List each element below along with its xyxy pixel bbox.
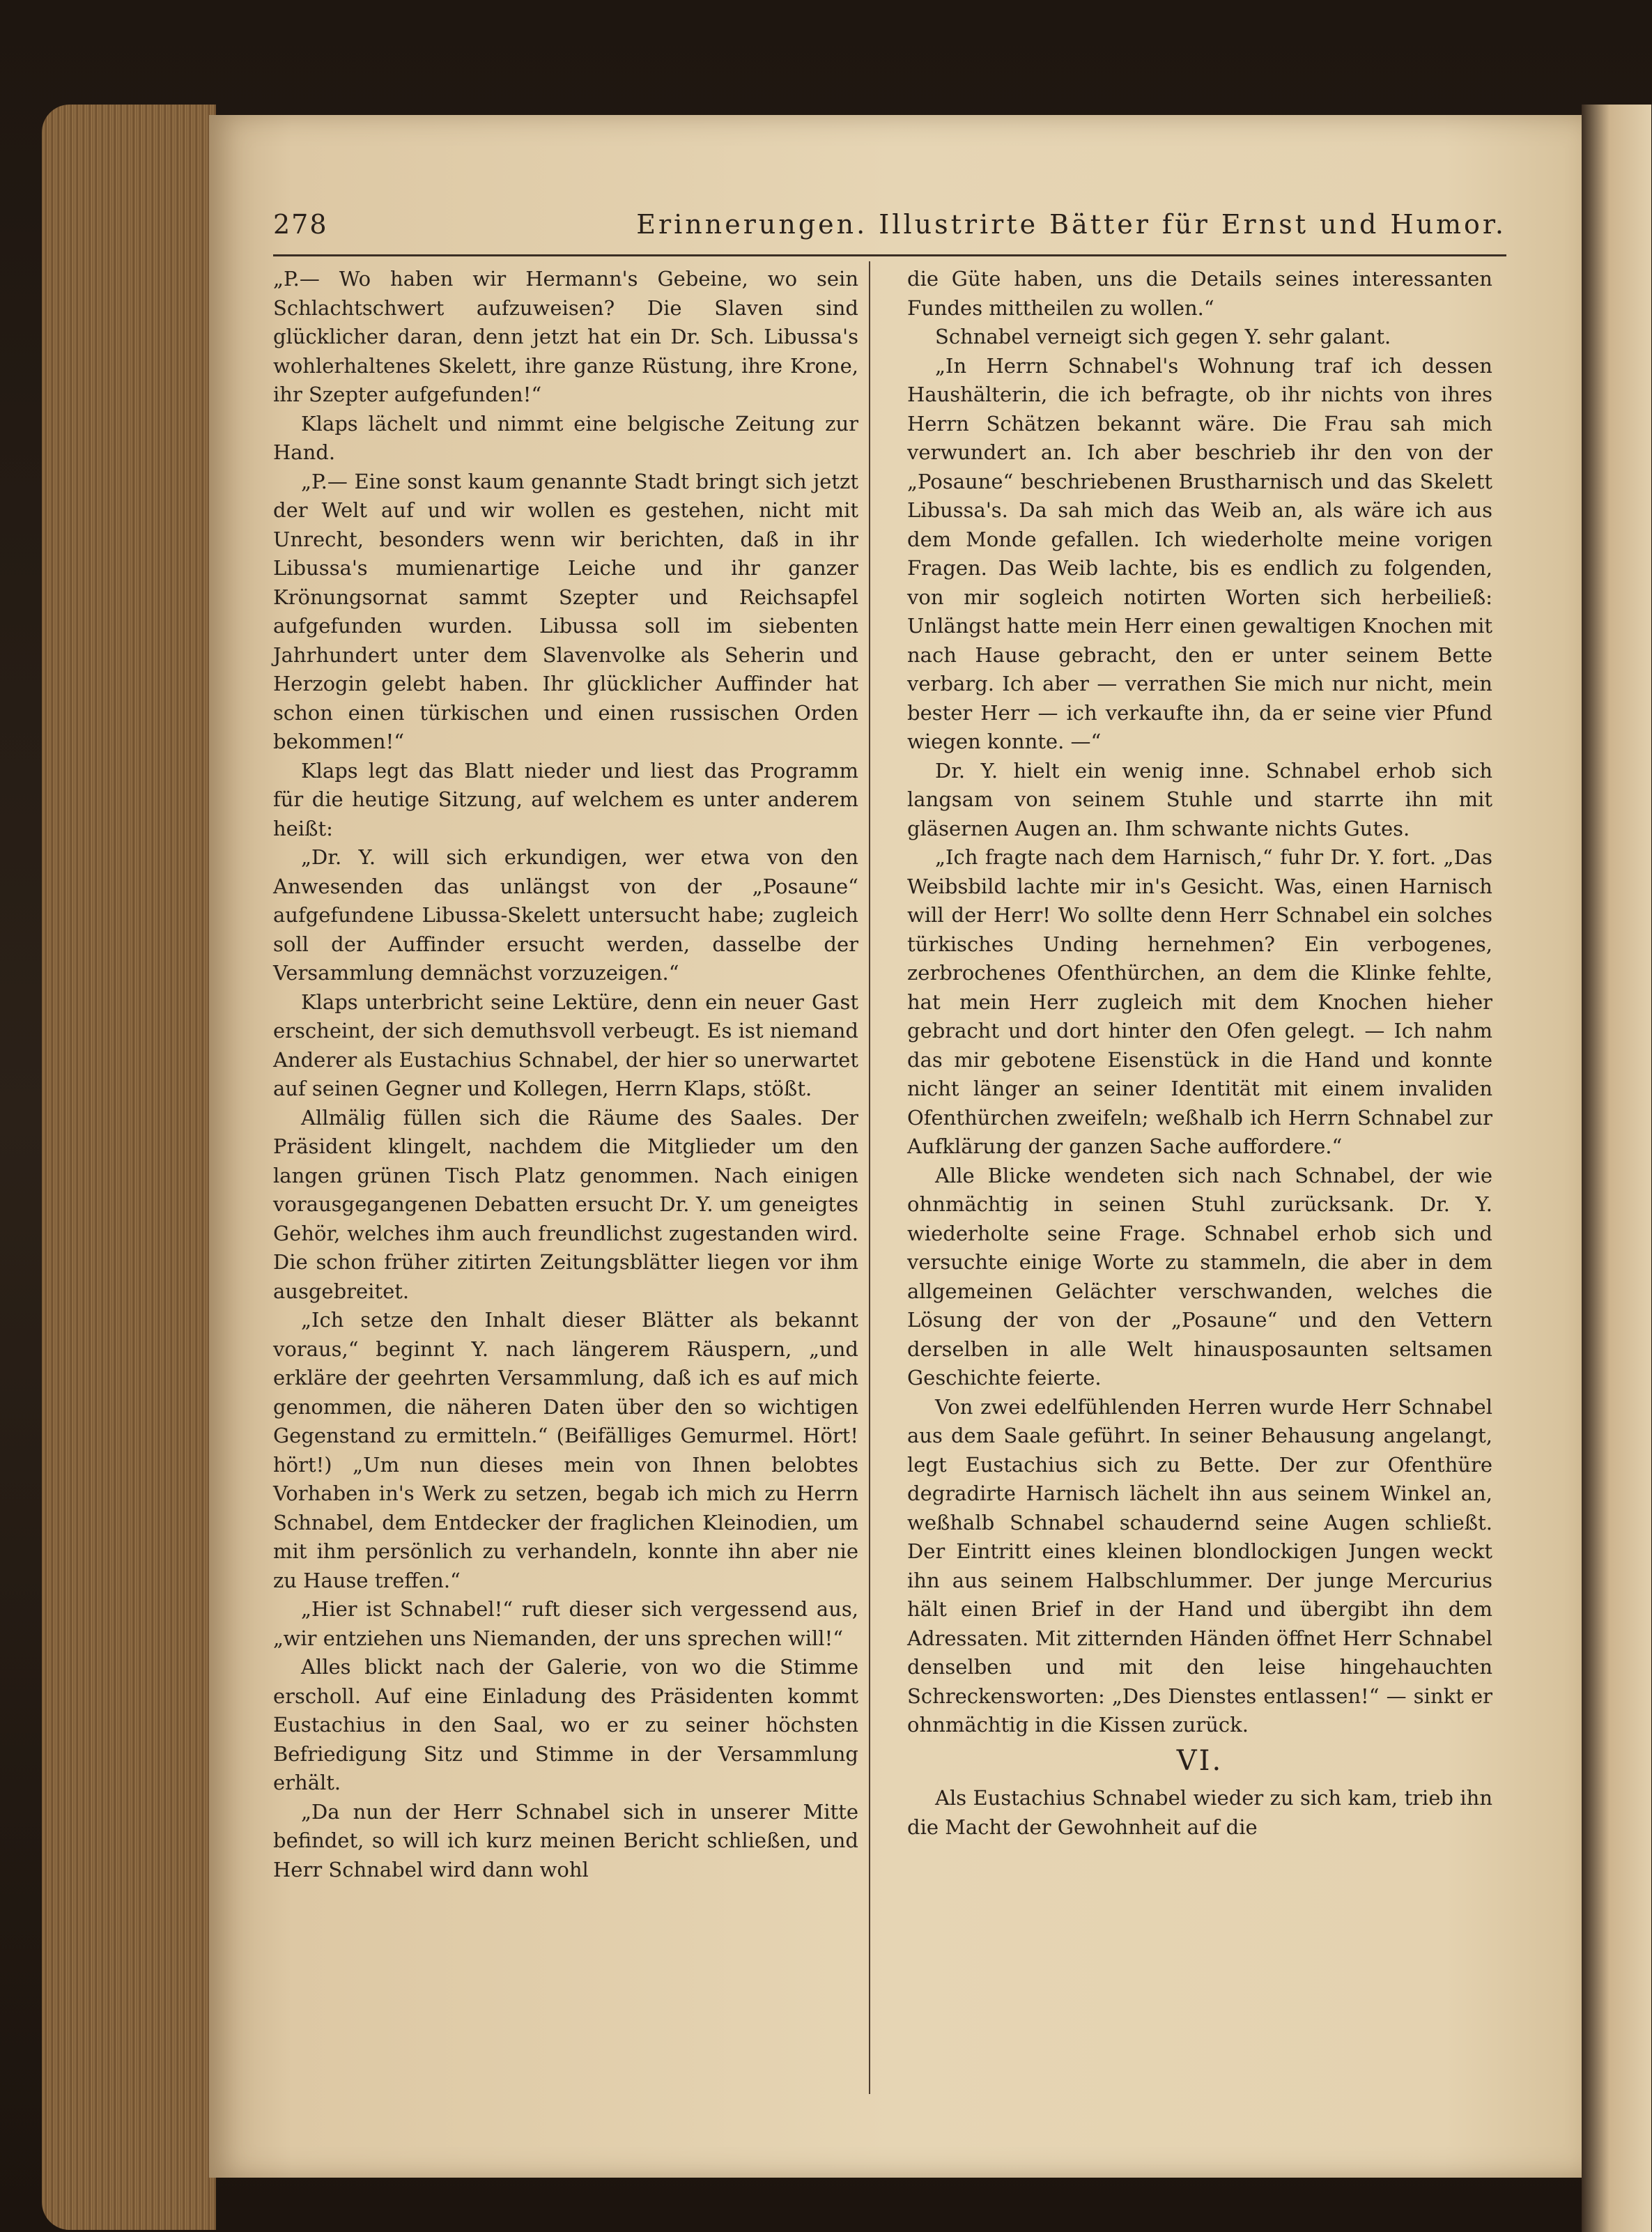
paragraph: Alle Blicke wendeten sich nach Schnabel, der wie ohnmächtig in seinen Stuhl zurücksank. Dr. Y. wiederholte seine Frage. Schnabel erhob sich und versuchte einige Worte zu stammeln, die aber in dem allgemeinen Gelächter verschwanden, welches die Lösung der von der „Posaune“ und den Vettern derselben in alle Welt hinausposaunten seltsamen Geschichte feierte. <box>907 1163 1492 1390</box>
paragraph: Allmälig füllen sich die Räume des Saales. Der Präsident klingelt, nachdem die Mitglieder um den langen grünen Tisch Platz genommen. Nach einigen vorausgegangenen Debatten ersucht Dr. Y. um geneigtes Gehör, welches ihm auch freundlichst zugestanden wird. Die schon früher zitirten Zeitungsblätter liegen vor ihm ausgebreitet. <box>273 1105 858 1303</box>
paragraph: Als Eustachius Schnabel wieder zu sich kam, trieb ihn die Macht der Gewohnheit auf die <box>907 1786 1492 1839</box>
paragraph: Schnabel verneigt sich gegen Y. sehr galant. <box>935 325 1391 348</box>
paragraph: „P.— Wo haben wir Hermann's Gebeine, wo sein Schlachtschwert aufzuweisen? Die Slaven sind glücklicher daran, denn jetzt hat ein Dr. Sch. Libussa's wohlerhaltenes Skelett, ihre ganze Rüstung, ihre Krone, ihr Szepter aufgefunden!“ <box>273 267 858 406</box>
book-page <box>209 115 1582 2178</box>
paragraph: „Hier ist Schnabel!“ ruft dieser sich vergessend aus, „wir entziehen uns Niemanden, der uns sprechen will!“ <box>273 1597 858 1650</box>
page-header <box>273 203 1506 252</box>
paragraph: Dr. Y. hielt ein wenig inne. Schnabel erhob sich langsam von seinem Stuhle und starrte ihn mit gläsernen Augen an. Ihm schwante nichts Gutes. <box>907 758 1492 840</box>
paragraph: „Da nun der Herr Schnabel sich in unserer Mitte befindet, so will ich kurz meinen Bericht schließen, und Herr Schnabel wird dann wohl <box>273 1799 858 1881</box>
paragraph: Klaps legt das Blatt nieder und liest das Programm für die heutige Sitzung, auf welchem es unter anderem heißt: <box>273 758 858 840</box>
section-heading: VI. <box>1176 1744 1223 1777</box>
paragraph: Alles blickt nach der Galerie, von wo die Stimme erscholl. Auf eine Einladung des Präsidenten kommt Eustachius in den Saal, wo er zu seiner höchsten Befriedigung Sitz und Stimme in der Versammlung erhält. <box>273 1655 858 1794</box>
header-rule <box>273 254 1506 256</box>
left-column <box>273 265 858 1884</box>
paragraph: „Ich fragte nach dem Harnisch,“ fuhr Dr. Y. fort. „Das Weibsbild lachte mir in's Gesicht. Was, einen Harnisch will der Herr! Wo sollte denn Herr Schnabel ein solches türkisches Unding hernehmen? Ein verbogenes, zerbrochenes Ofenthürchen, an dem die Klinke fehlte, hat mein Herr zugleich mit dem Knochen hieher gebracht und dort hinter den Ofen gelegt. — Ich nahm das mir gebotene Eisenstück in die Hand und konnte nicht länger an seiner Identität mit einem invaliden Ofenthürchen zweifeln; weßhalb ich Herrn Schnabel zur Aufklärung der ganzen Sache auffordere.“ <box>907 845 1492 1158</box>
paragraph: „P.— Eine sonst kaum genannte Stadt bringt sich jetzt der Welt auf und wir wollen es gestehen, nicht mit Unrecht, besonders wenn wir berichten, daß in ihr Libussa's mumienartige Leiche und ihr ganzer Krönungsornat sammt Szepter und Reichsapfel aufgefunden wurden. Libussa soll im siebenten Jahrhundert unter dem Slavenvolke als Seherin und Herzogin gelebt haben. Ihr glücklicher Auffinder hat schon einen türkischen und einen russischen Orden bekommen!“ <box>273 469 858 753</box>
paragraph: „Dr. Y. will sich erkundigen, wer etwa von den Anwesenden das unlängst von der „Posaune“ aufgefundene Libussa-Skelett untersucht habe; zugleich soll der Auffinder ersucht werden, dasselbe der Versammlung demnächst vorzuzeigen.“ <box>273 845 858 985</box>
right-column <box>907 265 1492 1842</box>
paragraph: Klaps unterbricht seine Lektüre, denn ein neuer Gast erscheint, der sich demuthsvoll verbeugt. Es ist niemand Anderer als Eustachius Schnabel, der hier so unerwartet auf seinen Gegner und Kollegen, Herrn Klaps, stößt. <box>273 990 858 1100</box>
paragraph: „In Herrn Schnabel's Wohnung traf ich dessen Haushälterin, die ich befragte, ob ihr nichts von ihres Herrn Schätzen bekannt wäre. Die Frau sah mich verwundert an. Ich aber beschrieb ihr den von der „Posaune“ beschriebenen Brustharnisch und das Skelett Libussa's. Da sah mich das Weib an, als wäre ich aus dem Monde gefallen. Ich wiederholte meine vorigen Fragen. Das Weib lachte, bis es endlich zu folgenden, von mir sogleich notirten Worten sich herbeiließ: Unlängst hatte mein Herr einen gewaltigen Knochen mit nach Hause gebracht, den er unter seinem Bette verbarg. Ich aber — verrathen Sie mich nur nicht, mein bester Herr — ich verkaufte ihn, da er seine vier Pfund wiegen konnte. —“ <box>907 353 1492 753</box>
paragraph: „Ich setze den Inhalt dieser Blätter als bekannt voraus,“ beginnt Y. nach längerem Räuspern, „und erkläre der geehrten Versammlung, daß ich es auf mich genommen, die näheren Daten über den so wichtigen Gegenstand zu ermitteln.“ (Beifälliges Gemurmel. Hört! hört!) „Um nun dieses mein von Ihnen belobtes Vorhaben in's Werk zu setzen, begab ich mich zu Herrn Schnabel, dem Entdecker der fraglichen Kleinodien, um mit ihm persönlich zu verhandeln, konnte ihn aber nie zu Hause treffen.“ <box>273 1308 858 1592</box>
paragraph: die Güte haben, uns die Details seines interessanten Fundes mittheilen zu wollen.“ <box>907 267 1492 320</box>
page-number: 278 <box>273 209 328 240</box>
running-title: Erinnerungen. Illustrirte Bätter für Ernst und Humor. <box>636 209 1506 240</box>
column-divider <box>869 261 870 2094</box>
paragraph: Von zwei edelfühlenden Herren wurde Herr Schnabel aus dem Saale geführt. In seiner Behausung angelangt, legt Eustachius sich zu Bette. Der zur Ofenthüre degradirte Harnisch lächelt ihn aus seinem Winkel an, weßhalb Schnabel schaudernd seine Augen schließt. Der Eintritt eines kleinen blondlockigen Jungen weckt ihn aus seinem Halbschlummer. Der junge Mercurius hält einen Brief in der Hand und übergibt ihn dem Adressaten. Mit zitternden Händen öffnet Herr Schnabel denselben und mit den leise hingehauchten Schreckensworten: „Des Dienstes entlassen!“ — sinkt er ohnmächtig in die Kissen zurück. <box>907 1394 1492 1737</box>
book-page-edges <box>42 105 216 2230</box>
next-page-edge <box>1582 105 1651 2232</box>
paragraph: Klaps lächelt und nimmt eine belgische Zeitung zur Hand. <box>273 411 858 464</box>
